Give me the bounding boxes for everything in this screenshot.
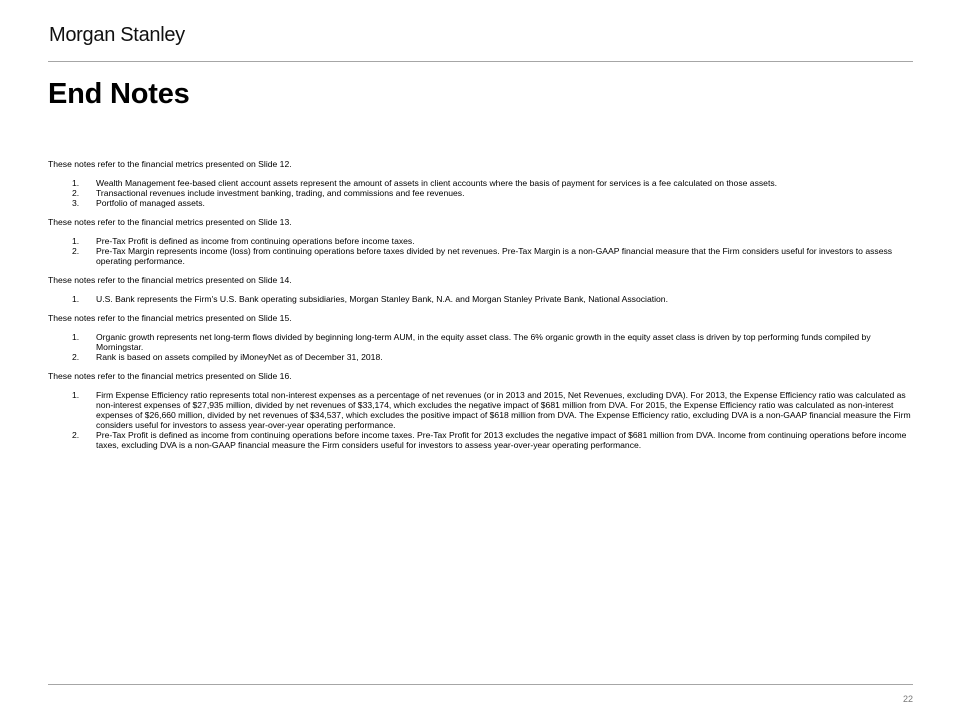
note-text: Firm Expense Efficiency ratio represents total non-interest expenses as a percentage of net revenues (or in 2013 and 2015, Net Revenues, excluding DVA). For 2013, the Expense Efficiency ratio was calculated as non-interest expenses of $27,935 million, divided by net revenues of $33,174, which excludes the negative impact of $681 million from DVA. For 2015, the Expense Efficiency ratio was calculated as non-interest expenses of $26,660 million, divided by net revenues of $34,537, which excludes the positive impact of $618 million from DVA. The Expense Efficiency ratio, excluding DVA is a non-GAAP financial measure the Firm considers useful for investors to assess year-over-year operating performance. [96,390,911,430]
notes-section-slide-12 [48,159,918,208]
note-number: 1. [72,390,80,400]
section-intro: These notes refer to the financial metrics presented on Slide 15. [48,313,292,323]
note-text: Rank is based on assets compiled by iMoneyNet as of December 31, 2018. [96,352,383,362]
note-number: 2. [72,352,80,362]
notes-list [48,236,918,266]
note-number: 2. [72,188,80,198]
note-item [48,352,918,362]
note-text: Pre-Tax Margin represents income (loss) from continuing operations before taxes divided by net revenues. Pre-Tax Margin is a non-GAAP financial measure that the Firm considers useful for investors to assess operating performance. [96,246,893,266]
note-number: 1. [72,332,80,342]
note-text: Wealth Management fee-based client account assets represent the amount of assets in client accounts where the basis of payment for services is a fee calculated on those assets. [96,178,778,188]
note-item [48,236,918,246]
note-number: 2. [72,430,80,440]
section-intro: These notes refer to the financial metrics presented on Slide 16. [48,371,292,381]
notes-section-slide-13 [48,217,918,266]
company-logo: Morgan Stanley [49,24,185,46]
footer-divider [48,684,913,685]
page-number: 22 [902,694,913,704]
note-text: Transactional revenues include investment banking, trading, and commissions and fee revenues. [96,188,465,198]
note-item [48,198,918,208]
note-text: Pre-Tax Profit is defined as income from continuing operations before income taxes. Pre-Tax Profit for 2013 excludes the negative impact of $681 million from DVA. Income from continuing operations before income taxes, excluding DVA is a non-GAAP financial measure the Firm considers useful for investors to assess year-over-year operating performance. [96,430,907,450]
note-item [48,188,918,198]
end-notes-body [48,159,918,459]
notes-list [48,294,918,304]
notes-section-slide-14 [48,275,918,304]
note-item [48,390,918,430]
note-item [48,178,918,188]
note-item [48,332,918,352]
notes-list [48,178,918,208]
note-text: Organic growth represents net long-term flows divided by beginning long-term AUM, in the equity asset class. The 6% organic growth in the equity asset class is driven by top performing funds compiled by Morningstar. [96,332,871,352]
section-intro: These notes refer to the financial metrics presented on Slide 13. [48,217,292,227]
notes-section-slide-16 [48,371,918,450]
note-text: Pre-Tax Profit is defined as income from continuing operations before income taxes. [96,236,415,246]
note-number: 1. [72,236,80,246]
notes-list [48,390,918,450]
header-divider [48,61,913,62]
note-text: U.S. Bank represents the Firm's U.S. Bank operating subsidiaries, Morgan Stanley Bank, N.A. and Morgan Stanley Private Bank, National Association. [96,294,668,304]
notes-section-slide-15 [48,313,918,362]
note-number: 1. [72,294,80,304]
note-text: Portfolio of managed assets. [96,198,205,208]
section-intro: These notes refer to the financial metrics presented on Slide 14. [48,275,292,285]
note-number: 2. [72,246,80,256]
note-number: 1. [72,178,80,188]
note-item [48,246,918,266]
note-number: 3. [72,198,80,208]
note-item [48,294,918,304]
section-intro: These notes refer to the financial metrics presented on Slide 12. [48,159,292,169]
notes-list [48,332,918,362]
page-title: End Notes [48,78,190,110]
note-item [48,430,918,450]
